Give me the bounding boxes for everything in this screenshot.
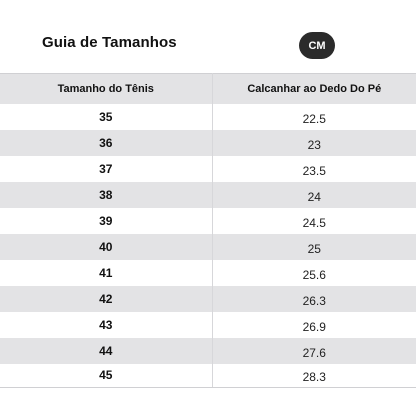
shoe-size-cell: 42 — [0, 286, 212, 312]
table-row — [0, 156, 416, 182]
table-row — [0, 182, 416, 208]
shoe-size-cell: 40 — [0, 234, 212, 260]
header-row — [0, 74, 416, 104]
shoe-size-cell: 35 — [0, 104, 212, 130]
heel-to-toe-cell: 22.5 — [212, 104, 416, 130]
table-row — [0, 130, 416, 156]
heel-to-toe-cell: 26.9 — [212, 312, 416, 338]
heel-to-toe-cell: 26.3 — [212, 286, 416, 312]
table-row — [0, 312, 416, 338]
column-header-heel-to-toe: Calcanhar ao Dedo Do Pé — [212, 74, 416, 104]
heel-to-toe-cell: 24 — [212, 182, 416, 208]
heel-to-toe-cell: 23.5 — [212, 156, 416, 182]
shoe-size-cell: 41 — [0, 260, 212, 286]
heel-to-toe-cell: 28.3 — [212, 364, 416, 388]
shoe-size-cell: 38 — [0, 182, 212, 208]
shoe-size-cell: 43 — [0, 312, 212, 338]
size-table — [0, 73, 416, 388]
heel-to-toe-cell: 25 — [212, 234, 416, 260]
table-row — [0, 364, 416, 388]
table-row — [0, 260, 416, 286]
size-table-body — [0, 104, 416, 388]
heel-to-toe-cell: 23 — [212, 130, 416, 156]
page-title: Guia de Tamanhos — [42, 34, 177, 51]
shoe-size-cell: 36 — [0, 130, 212, 156]
unit-toggle-button[interactable]: CM — [299, 32, 335, 59]
table-row — [0, 338, 416, 364]
shoe-size-cell: 39 — [0, 208, 212, 234]
heel-to-toe-cell: 24.5 — [212, 208, 416, 234]
heel-to-toe-cell: 25.6 — [212, 260, 416, 286]
size-table-header — [0, 74, 416, 104]
table-row — [0, 286, 416, 312]
size-guide-header — [0, 0, 416, 72]
table-row — [0, 208, 416, 234]
heel-to-toe-cell: 27.6 — [212, 338, 416, 364]
shoe-size-cell: 45 — [0, 364, 212, 388]
table-row — [0, 234, 416, 260]
column-header-shoe-size: Tamanho do Tênis — [0, 74, 212, 104]
table-row — [0, 104, 416, 130]
shoe-size-cell: 44 — [0, 338, 212, 364]
shoe-size-cell: 37 — [0, 156, 212, 182]
